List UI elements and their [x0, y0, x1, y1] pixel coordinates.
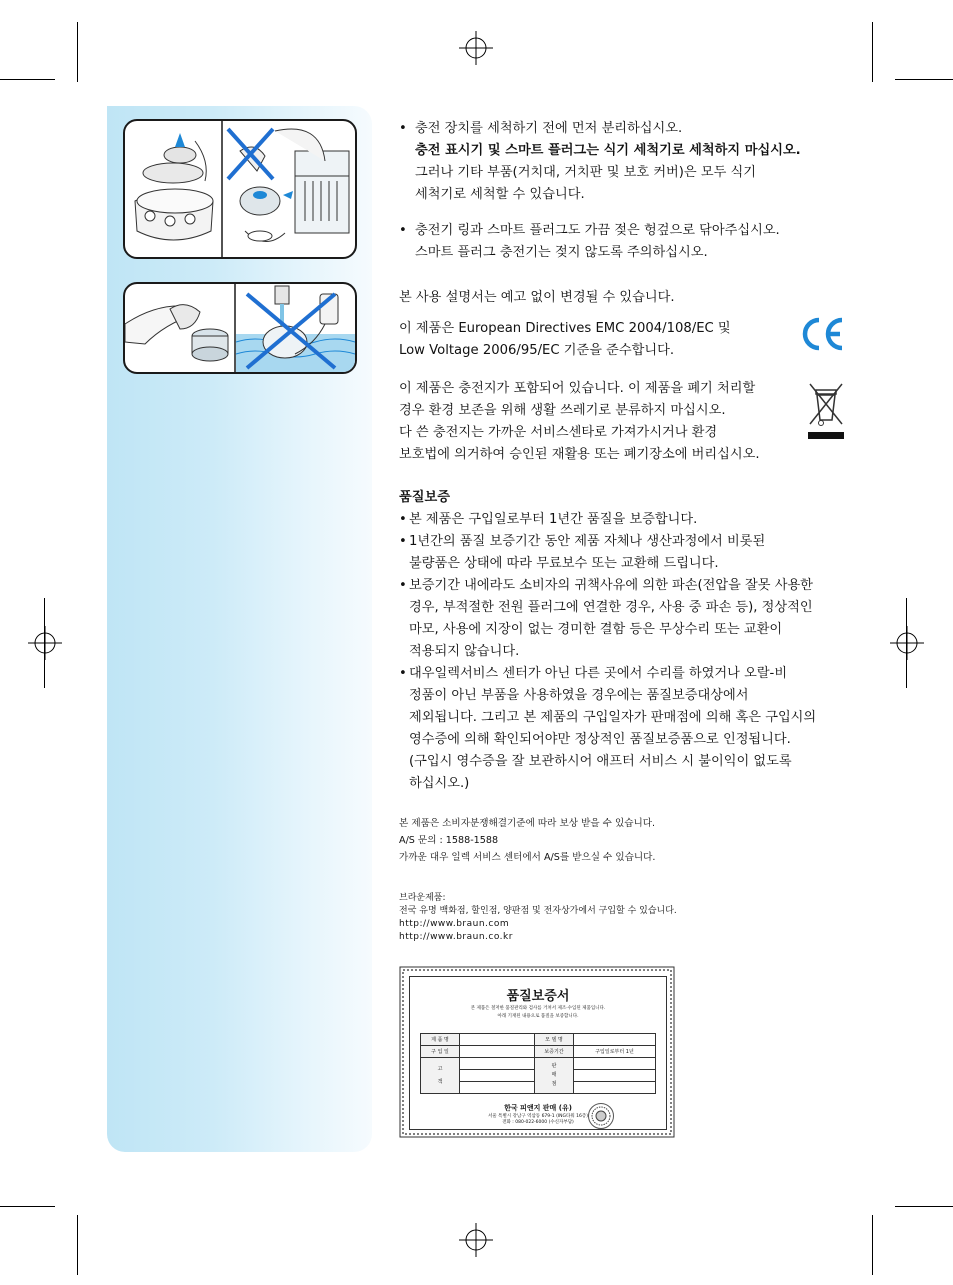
text-line: 이 제품은 충전지가 포함되어 있습니다. 이 제품을 폐기 처리할: [399, 381, 756, 396]
text-line: 보호법에 의거하여 승인된 재활용 또는 폐기장소에 버리십시오.: [399, 447, 760, 462]
crop-mark: [77, 1215, 78, 1275]
card-inner: [409, 976, 667, 1130]
quality-item: [399, 663, 849, 795]
card-subtitle: 본 제품은 철저한 품질관리와 검사를 거쳐서 제조·수입된 제품입니다.: [470, 1006, 606, 1011]
company-name: 한국 피앤지 판매 (유): [504, 1104, 572, 1112]
care-bullet-wipe: [399, 220, 849, 264]
notice-text: 본 사용 설명서는 예고 없이 변경될 수 있습니다.: [399, 290, 675, 305]
registration-mark-icon: [459, 1223, 493, 1257]
sidebar-panel: [107, 106, 372, 1152]
text-line: 마모, 사용에 지장이 없는 경미한 결함 등은 무상수리 또는 교환이: [409, 622, 783, 637]
model-name-label: 모 델 명: [535, 1034, 574, 1046]
braun-url: http://www.braun.co.kr: [399, 932, 513, 942]
registration-mark-icon: [459, 31, 493, 65]
label-char: 매: [551, 1072, 557, 1078]
care-instructions: [399, 118, 849, 264]
text-line: • 보증기간 내에라도 소비자의 귀책사유에 의한 파손(전압을 잘못 사용한: [409, 578, 813, 593]
company-address: 서울 특별시 강남구 역삼동 679-1 (ING타워 16층): [488, 1114, 588, 1119]
text-line: 경우, 부적절한 전원 플러그에 연결한 경우, 사용 중 파손 등), 정상적인: [409, 600, 813, 615]
warranty-card: [399, 966, 675, 1138]
registration-mark-icon: [890, 626, 924, 660]
seller-field: [574, 1082, 656, 1094]
crossed-bin-icon: [806, 380, 846, 440]
text-line: 이 제품은 European Directives EMC 2004/108/EC 및: [399, 321, 731, 336]
text-line: 세척기로 세척할 수 있습니다.: [415, 187, 585, 202]
model-name-field: [574, 1034, 656, 1046]
cleaning-illustration: [123, 119, 357, 259]
text-line: • 1년간의 품질 보증기간 동안 제품 자체나 생산과정에서 비롯된: [409, 534, 766, 549]
wipe-illustration: [123, 282, 357, 374]
crop-mark: [872, 1215, 873, 1275]
text-line: 하십시오.): [409, 776, 470, 791]
crop-mark: [44, 598, 45, 688]
battery-disposal: [399, 378, 760, 466]
product-name-field: [460, 1034, 535, 1046]
text-line: • 충전기 링과 스마트 플러그도 가끔 젖은 헝겊으로 닦아주십시오.: [415, 223, 780, 238]
text-line: 브라운제품:: [399, 893, 446, 903]
crop-mark: [77, 22, 78, 82]
company-phone: 전화 : 080-022-6000 (수신자부담): [502, 1120, 574, 1125]
seller-field: [574, 1058, 656, 1070]
customer-field: [460, 1082, 535, 1094]
card-subtitle: 아래 기재된 내용으로 품질을 보증합니다.: [497, 1014, 579, 1019]
purchase-date-field: [460, 1046, 535, 1058]
crop-mark: [872, 22, 873, 82]
quality-item: [399, 531, 849, 575]
as-phone: A/S 문의 : 1588-1588: [399, 835, 499, 846]
text-line: 가까운 대우 일렉 서비스 센터에서 A/S를 받으실 수 있습니다.: [399, 852, 656, 863]
quality-item: [399, 575, 849, 663]
text-line: (구입시 영수증을 잘 보관하시어 애프터 서비스 시 불이익이 없도록: [409, 754, 792, 769]
card-table: [420, 1033, 656, 1094]
text-line: • 대우일렉서비스 센터가 아닌 다른 곳에서 수리를 하였거나 오랄-비: [409, 666, 788, 681]
text-line: 적용되지 않습니다.: [409, 644, 520, 659]
service-info: [399, 815, 655, 866]
quality-guarantee: [399, 487, 849, 795]
label-char: 판: [551, 1063, 557, 1069]
text-line: 본 제품은 소비자분쟁해결기준에 따라 보상 받을 수 있습니다.: [399, 818, 656, 829]
text-line: 영수증에 의해 확인되어야만 정상적인 품질보증품으로 인정됩니다.: [409, 732, 791, 747]
text-line: 다 쓴 충전지는 가까운 서비스센타로 가져가시거나 환경: [399, 425, 718, 440]
label-char: 고: [437, 1065, 443, 1072]
text-line: 불량품은 상태에 따라 무료보수 또는 교환해 드립니다.: [409, 556, 719, 571]
text-line: • 본 제품은 구입일로부터 1년간 품질을 보증합니다.: [409, 512, 698, 527]
crop-mark: [0, 79, 55, 80]
quality-item: [399, 509, 849, 531]
care-bullet-disconnect: [399, 118, 849, 206]
manual-notice: [399, 287, 675, 309]
customer-field: [460, 1070, 535, 1082]
quality-heading: 품질보증: [399, 490, 450, 505]
purchase-date-label: 구 입 일: [421, 1046, 460, 1058]
customer-field: [460, 1058, 535, 1070]
seller-field: [574, 1070, 656, 1082]
text-line: 그러나 기타 부품(거치대, 거치판 및 보호 커버)은 모두 식기: [415, 165, 757, 180]
ce-mark-icon: [800, 314, 846, 354]
crop-mark: [906, 598, 907, 688]
text-line: 제외됩니다. 그리고 본 제품의 구입일자가 판매점에 의해 혹은 구입시의: [409, 710, 817, 725]
customer-label: [421, 1058, 460, 1094]
label-char: 객: [437, 1078, 443, 1085]
crop-mark: [0, 1206, 55, 1207]
company-seal-icon: [588, 1103, 614, 1129]
text-line: 경우 환경 보존을 위해 생활 쓰레기로 분류하지 마십시오.: [399, 403, 726, 418]
label-char: 점: [551, 1081, 557, 1087]
product-name-label: 제 품 명: [421, 1034, 460, 1046]
seller-label: [535, 1058, 574, 1094]
text-line: Low Voltage 2006/95/EC 기준을 준수합니다.: [399, 343, 675, 358]
warning-line: 충전 표시기 및 스마트 플러그는 식기 세척기로 세척하지 마십시오.: [415, 143, 801, 158]
registration-mark-icon: [28, 626, 62, 660]
text-line: 정품이 아닌 부품을 사용하였을 경우에는 품질보증대상에서: [409, 688, 749, 703]
text-line: • 충전 장치를 세척하기 전에 먼저 분리하십시오.: [415, 121, 683, 136]
text-line: 전국 유명 백화점, 할인점, 양판점 및 전자상가에서 구입할 수 있습니다.: [399, 906, 677, 916]
ce-compliance: [399, 318, 731, 362]
crop-mark: [895, 1206, 953, 1207]
card-title: 품질보증서: [506, 989, 570, 1004]
warranty-period-label: 보증기간: [535, 1046, 574, 1058]
braun-url: http://www.braun.com: [399, 919, 510, 929]
crop-mark: [895, 79, 953, 80]
warranty-period-value: 구입일로부터 1년: [574, 1046, 656, 1058]
text-line: 스마트 플러그 충전기는 젖지 않도록 주의하십시오.: [415, 245, 708, 260]
braun-info: [399, 892, 677, 944]
